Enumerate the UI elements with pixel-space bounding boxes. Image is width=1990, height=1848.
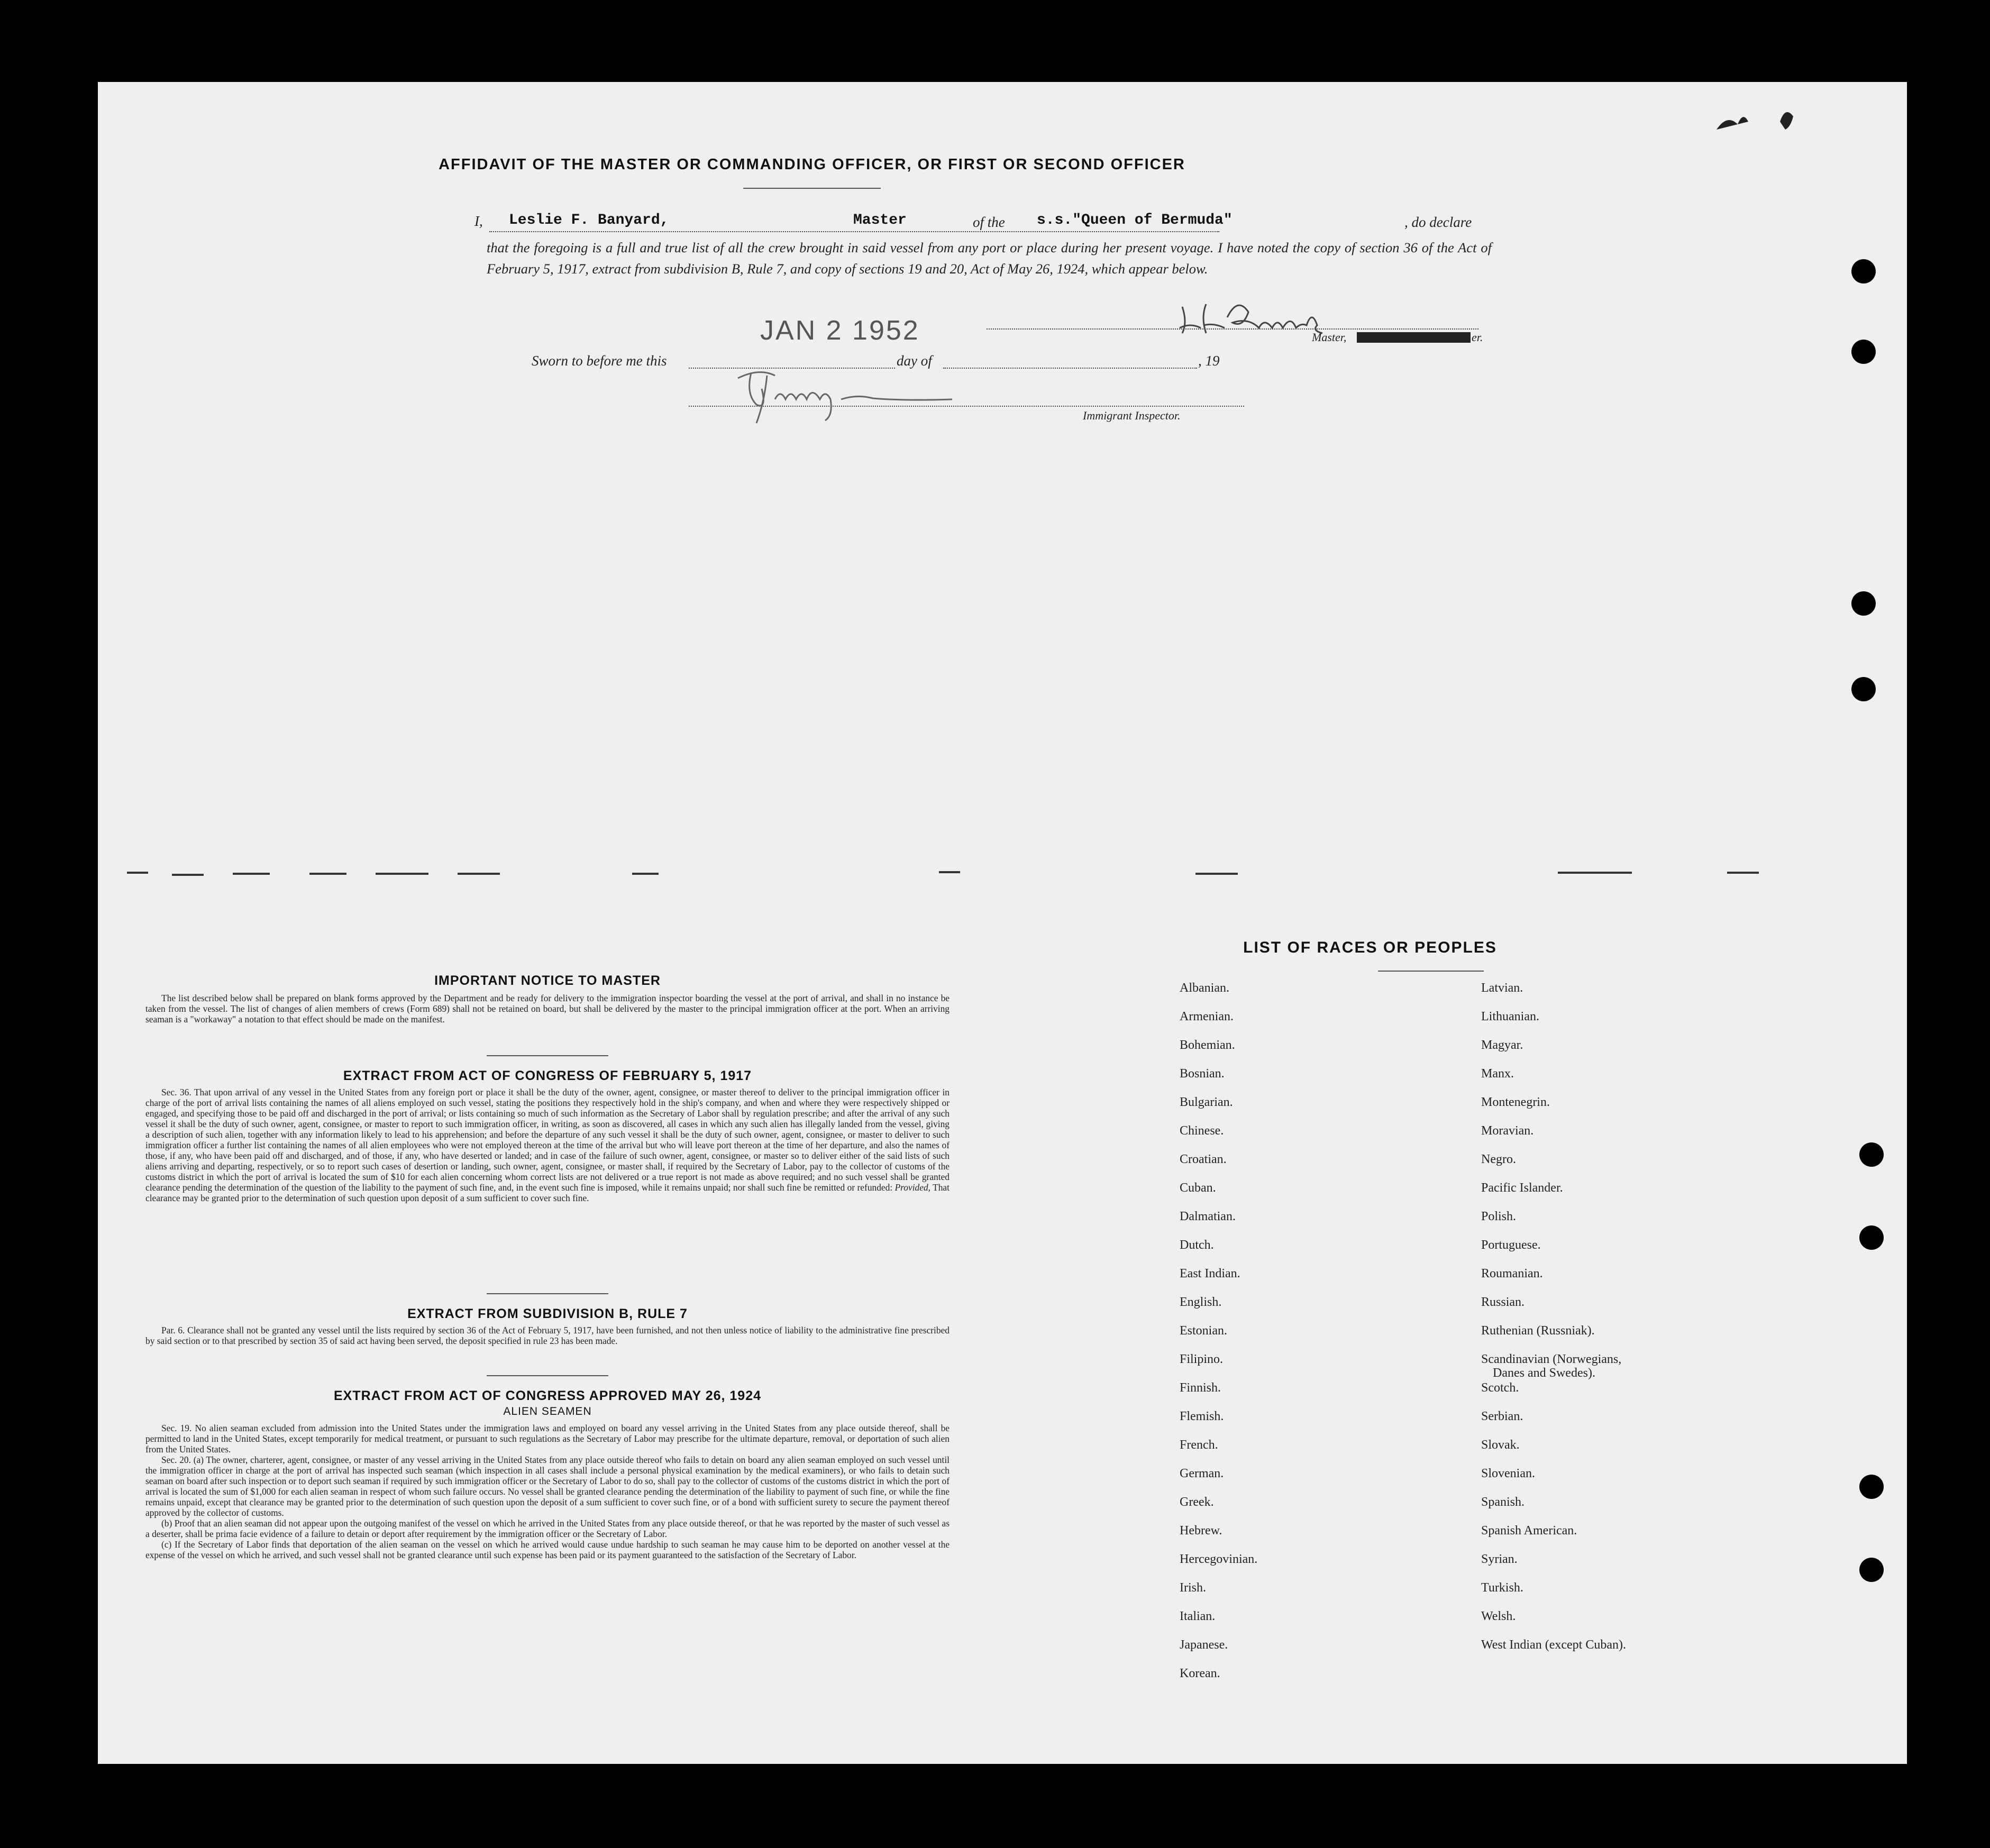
affidavit-paragraph: that the foregoing is a full and true list of all the crew brought in said vessel from any port or place during her present voyage. I have noted the copy of section 36 of the Act of February 5, 1917, extract from subdivision B, Rule 7, and copy of sections 19 and 20, Act of May 26, 1924, which appear below. [487,240,1492,277]
race-item: Danes and Swedes). [1493,1366,1595,1380]
race-item: Finnish. [1180,1381,1221,1395]
master-name: Leslie F. Banyard, [509,212,669,228]
sworn-month-line [943,368,1197,369]
alien-seamen-subtitle: ALIEN SEAMEN [503,1405,592,1417]
race-item: Bosnian. [1180,1067,1225,1081]
race-item: Spanish American. [1481,1524,1577,1538]
corner-damage [1706,93,1801,143]
race-item: Scandinavian (Norwegians, [1481,1352,1622,1366]
race-item: Slovak. [1481,1438,1520,1452]
race-item: Bohemian. [1180,1038,1235,1052]
race-item: Korean. [1180,1667,1220,1680]
race-item: English. [1180,1295,1222,1309]
race-item: Slovenian. [1481,1467,1535,1480]
bleed-mark [309,873,346,875]
races-rule [1378,971,1484,972]
redacted-title [1357,332,1471,343]
do-declare-label: , do declare [1404,214,1472,230]
race-item: Montenegrin. [1481,1095,1550,1109]
race-item: Dutch. [1180,1238,1214,1252]
sec-20a [145,1454,950,1518]
bleed-mark [233,873,270,875]
extract-rule7-title: EXTRACT FROM SUBDIVISION B, RULE 7 [407,1306,688,1321]
inspector-signature-image [735,362,979,431]
race-item: Manx. [1481,1067,1514,1081]
races-left-column [1180,981,1444,1695]
binder-hole [1859,1225,1884,1250]
bleed-mark [1195,873,1238,875]
date-stamp: JAN 2 1952 [760,315,920,346]
section-rule [487,1293,608,1294]
sec-36-end: That clearance may be granted prior to the determination of such question upon deposit of a sum sufficient to cover such fine. [145,1182,950,1203]
race-item: Latvian. [1481,981,1523,995]
bleed-mark [1558,872,1632,874]
of-the-label: of the [971,214,1007,231]
bleed-mark [172,874,204,876]
race-item: Chinese. [1180,1124,1224,1138]
bleed-mark [939,871,960,873]
provided-word: Provided, [894,1182,931,1193]
master-label-end: er. [1472,331,1483,344]
race-item: Bulgarian. [1180,1095,1233,1109]
vessel-name: s.s."Queen of Bermuda" [1037,212,1233,228]
race-item: Russian. [1481,1295,1525,1309]
race-item: German. [1180,1467,1224,1480]
race-item: Armenian. [1180,1010,1234,1023]
sec-19-label: Sec. 19. [161,1423,192,1433]
binder-hole [1851,677,1876,701]
extract-1917-title: EXTRACT FROM ACT OF CONGRESS OF FEBRUARY 5, 1917 [343,1068,752,1083]
section-rule [487,1375,608,1376]
race-item: French. [1180,1438,1218,1452]
notice-text: The list described below shall be prepared on blank forms approved by the Department and be ready for delivery to the immigration inspector boarding the vessel at the port of arrival, and shall in no instance be taken from the vessel. The list of changes of alien members of crews (Form 689) shall not be retained on board, but shall be delivered by the master to the principal immigration officer at the port. When an arriving seaman is a "workaway" a notation to that effect should be made on the manifest. [145,993,950,1024]
race-item: Ruthenian (Russniak). [1481,1324,1595,1338]
race-item: Greek. [1180,1495,1214,1509]
affidavit-intro: I, [474,213,483,229]
race-item: Negro. [1481,1152,1516,1166]
bleed-mark [127,872,148,874]
sec-36-label: Sec. 36. [161,1087,191,1097]
race-item: Welsh. [1481,1609,1516,1623]
sec-19 [145,1423,950,1454]
race-item: Croatian. [1180,1152,1227,1166]
master-label: Master, [1312,331,1347,344]
sworn-label: Sworn to before me this [532,353,667,369]
race-item: Japanese. [1180,1638,1228,1652]
races-right-column [1481,981,1777,1667]
bleed-mark [376,873,428,875]
section-rule [487,1055,608,1056]
race-item: Dalmatian. [1180,1210,1236,1223]
race-item: Syrian. [1481,1552,1518,1566]
race-item: Flemish. [1180,1410,1224,1423]
master-rank: Master [853,212,907,228]
race-item: Filipino. [1180,1352,1224,1366]
race-item: Italian. [1180,1609,1216,1623]
race-item: Turkish. [1481,1581,1523,1595]
document-page [98,82,1907,1764]
corner-damage-image [1706,93,1801,140]
extract-1917-text [145,1087,950,1203]
sec-20b: (b) Proof that an alien seaman did not appear upon the outgoing manifest of the vessel on which he arrived in the United States from any place outside thereof, or that he was reported by the master of such vessel as a deserter, shall be prima facie evidence of a failure to detain or deport after requirement by the immigration officer or the Secretary of Labor. [145,1518,950,1539]
affidavit-title: AFFIDAVIT OF THE MASTER OR COMMANDING OFFICER, OR FIRST OR SECOND OFFICER [439,156,1185,173]
race-item: Magyar. [1481,1038,1523,1052]
race-item: West Indian (except Cuban). [1481,1638,1626,1652]
binder-hole [1851,591,1876,616]
extract-1924-title: EXTRACT FROM ACT OF CONGRESS APPROVED MAY 26, 1924 [333,1388,762,1403]
sec-20c: (c) If the Secretary of Labor finds that deportation of the alien seaman on the vessel on which he arrived would cause undue hardship to such seaman he may cause him to be deported on another vessel at the expense of the vessel on which he arrived, and such vessel shall not be granted clearance until such expense has been paid or its payment guaranteed to the satisfaction of the Secretary of Labor. [145,1539,950,1560]
title-rule [743,188,881,189]
binder-hole [1859,1558,1884,1582]
year-label: , 19 [1198,353,1220,369]
bleed-mark [1727,872,1759,874]
inspector-signature [735,362,979,434]
binder-hole [1859,1475,1884,1499]
inspector-label: Immigrant Inspector. [1083,409,1181,422]
race-item: Portuguese. [1481,1238,1541,1252]
race-item: Polish. [1481,1210,1517,1223]
race-item: Irish. [1180,1581,1206,1595]
race-item: Serbian. [1481,1410,1523,1423]
sec-36-body: That upon arrival of any vessel in the United States from any foreign port or place it shall be the duty of the owner, agent, consignee, or master thereof to deliver to the principal immigration officer in charge of the port of arrival lists containing the names of all aliens employed on such vessel, stating the positions they respectively hold in the ship's company, and when and where they were respectively shipped or engaged, and specifying those to be paid off and discharged in the port of arrival; or lists containing so much of such information as the Secretary of Labor shall by regulation prescribe; and after the arrival of any such vessel it shall be the duty of such owner, agent, consignee, or master to report to such immigration officer, in writing, as soon as discovered, all cases in which any such alien has illegally landed from the vessel, giving a description of such alien, together with any information likely to lead to his apprehension; and before the departure of any such vessel it shall be the duty of such owner, agent, consignee, or master to deliver to such immigration officer a further list containing the names of all alien employees who were not employed thereon at the time of the arrival but who will leave port thereon at the time of her departure, and also the names of those, if any, who have been paid off and discharged, and of those, if any, who have deserted or landed; and in case of the failure of such owner, agent, consignee, or master so to deliver either of the said lists of such aliens arriving and departing, respectively, or so to report such cases of desertion or landing, such owner, agent, consignee, or master shall, if required by the Secretary of Labor, pay to the collector of customs of the customs district in which the port of arrival is located the sum of $10 for each alien concerning whom correct lists are not delivered or a true report is not made as above required; and no such vessel shall be granted clearance pending the determination of the question of the liability to the payment of such fine, and, in the event such fine is imposed, while it remains unpaid; nor shall such fine be remitted or refunded: [145,1087,950,1193]
race-item: Estonian. [1180,1324,1227,1338]
race-item: Albanian. [1180,981,1229,995]
sec-19-body: No alien seaman excluded from admission into the United States under the immigration laws and employed on board any vessel arriving in the United States from any place outside thereof, shall be permitted to land in the United States, except temporarily for medical treatment, or pursuant to such regulations as the Secretary of Labor may prescribe for the ultimate departure, removal, or deportation of such alien from the United States. [145,1423,950,1454]
race-item: East Indian. [1180,1267,1240,1280]
day-of-label: day of [897,353,932,369]
race-item: Hebrew. [1180,1524,1222,1538]
binder-hole [1859,1142,1884,1167]
race-item: Roumanian. [1481,1267,1543,1280]
binder-hole [1851,340,1876,364]
race-item: Lithuanian. [1481,1010,1539,1023]
extract-rule7-text: Par. 6. Clearance shall not be granted any vessel until the lists required by section 36 of the Act of February 5, 1917, have been furnished, and not then unless notice of liability to the administrative fine prescribed by said section or to that prescribed by section 35 of said act having been served, the deposit specified in rule 23 has been made. [145,1325,950,1346]
sec-20a-body: (a) The owner, charterer, agent, consignee, or master of any vessel arriving in the United States from any place outside thereof who fails to detain on board any alien seaman employed on such vessel until the immigration officer in charge at the port of arrival has inspected such seaman (which inspection in all cases shall include a personal physical examination by the medical examiners), or who fails to detain such seaman on board after such inspection or to deport such seaman if required by such immigration officer or the Secretary of Labor to do so, shall pay to the collector of customs of the customs district in which the port of arrival is located the sum of $1,000 for each alien seaman in respect of whom such failure occurs. No vessel shall be granted clearance pending the determination of the liability to payment of such fine, or while the fine remains unpaid, except that clearance may be granted prior to the determination of such question upon the deposit of a sum sufficient to cover such fine, or of a bond with sufficient surety to secure the payment thereof approved by the collector of customs. [145,1454,950,1518]
race-item: Pacific Islander. [1481,1181,1563,1195]
notice-title: IMPORTANT NOTICE TO MASTER [434,973,661,988]
declaration-line [489,231,1219,232]
race-item: Moravian. [1481,1124,1534,1138]
bleed-mark [632,873,659,875]
sec-20-label: Sec. 20. [161,1454,191,1465]
races-title: LIST OF RACES OR PEOPLES [1243,939,1497,956]
bleed-mark [458,873,500,875]
race-item: Scotch. [1481,1381,1519,1395]
race-item: Hercegovinian. [1180,1552,1258,1566]
race-item: Spanish. [1481,1495,1525,1509]
extract-1924-text [145,1423,950,1560]
binder-hole [1851,259,1876,283]
race-item: Cuban. [1180,1181,1216,1195]
